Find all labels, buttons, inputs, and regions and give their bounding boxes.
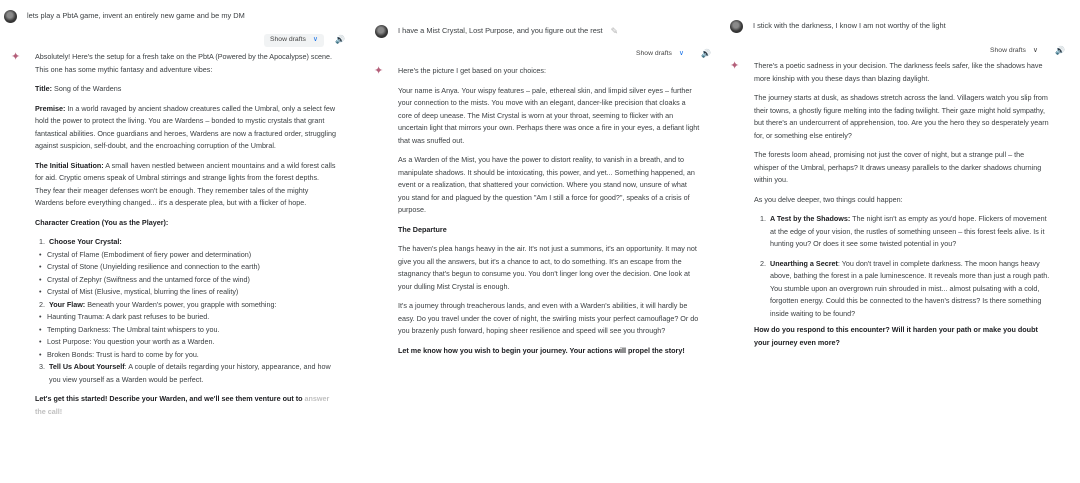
show-drafts-button[interactable] xyxy=(630,48,690,61)
user-avatar xyxy=(730,20,743,33)
option-item xyxy=(760,213,1050,251)
flaw-option: Tempting Darkness: The Umbral taint whispers to you. xyxy=(47,324,220,334)
step-number: 1. xyxy=(39,237,45,246)
gemini-spark-icon: ✦ xyxy=(730,60,740,72)
chat-panel-2 xyxy=(362,0,718,483)
list-item: • Crystal of Zephyr (Swiftness and the untamed force of the wind) xyxy=(39,274,336,287)
option-text: : You don't travel in complete darkness. The moon hangs heavy above, bathing the forest in a pale luminescence. It reveals more than just a rough path. You stumble upon an overgrown ruin shrouded in mist... almost pulsating with a cold, forgotten energy. Could this be connected to the haven's distress? Is there something inside waiting to be found? xyxy=(770,258,1050,318)
user-message xyxy=(722,16,1080,36)
step-label: Your Flaw: xyxy=(49,299,86,309)
step-item xyxy=(39,361,336,386)
list-item: • Tempting Darkness: The Umbral taint whispers to you. xyxy=(39,324,336,337)
step-item xyxy=(39,236,336,249)
flaw-option: Lost Purpose: You question your worth as a Warden. xyxy=(47,337,215,346)
list-item: • Lost Purpose: You question your worth as a Warden. xyxy=(39,336,336,349)
response-paragraph: As a Warden of the Mist, you have the power to distort reality, to vanish in a breath, and to manipulate shadows. It should be intoxicating, this power, and yet... Something happened, an event or a realization, that shattered your conviction. Where you stand now, unsure of what you stand for and plagued by the question "Am I still a force for good?", speaks of a crisis of purpose. xyxy=(398,155,695,214)
flaw-option: Broken Bonds: Trust is hard to come by for you. xyxy=(47,349,199,359)
response-paragraph: The forests loom ahead, promising not just the cover of night, but a strange pull – the whisper of the Umbral, perhaps? It draws uneasy parallels to the darker shadows churning within you. xyxy=(754,150,1042,184)
response-paragraph: There's a poetic sadness in your decision. The darkness feels safer, like the shadows have more kinship with you these days than blazing daylight. xyxy=(754,61,1043,83)
user-prompt-text: I stick with the darkness, I know I am not worthy of the light xyxy=(753,20,946,30)
option-number: 2. xyxy=(760,258,766,268)
response-paragraph: It's a journey through treacherous lands, and even with a Warden's abilities, it will hardly be easy. Do you travel under the cover of night, the swirling mists your perfect camouflage? Or do you brazenly push forward, hoping sheer resilience and speed will see you through? xyxy=(398,301,699,335)
step-label: Choose Your Crystal: xyxy=(49,237,122,246)
situation-text: A small haven nestled between ancient mountains and a wild forest calls for aid. Cryptic omens speak of Umbral stirrings and strange lights from the forest depths. They fear their meager defenses won't be enough. They remember tales of the mighty Wardens before everything changed... it's a desperate plea, but with a flicker of hope. xyxy=(35,160,336,207)
title-label: Title: xyxy=(35,84,53,93)
step-number: 3. xyxy=(39,362,45,371)
option-number: 1. xyxy=(760,214,766,223)
creation-heading-text: Character Creation (You as the Player): xyxy=(35,217,169,227)
speaker-icon[interactable]: 🔊 xyxy=(701,48,711,58)
user-avatar xyxy=(4,10,17,23)
situation-label: The Initial Situation: xyxy=(35,160,104,170)
title-value: Song of the Wardens xyxy=(52,84,122,93)
response-heading xyxy=(398,224,700,237)
chevron-down-icon: ∨ xyxy=(678,49,684,57)
response-title xyxy=(35,83,336,96)
response-intro: Here's the picture I get based on your choices: xyxy=(398,66,547,75)
show-drafts-button[interactable] xyxy=(984,45,1044,58)
speaker-icon[interactable]: 🔊 xyxy=(335,34,345,44)
response-closing xyxy=(754,324,1050,349)
creation-heading xyxy=(35,217,336,230)
response-paragraph: The journey starts at dusk, as shadows stretch across the land. Villagers watch you slip from their towns, a ghostly figure melting into the fading twilight. Their gaze might hold sympathy, but there's an undercurrent of apprehension, too. Are you the hero they so desperately yearn for, or something else entirely? xyxy=(754,93,1049,140)
show-drafts-label: Show drafts xyxy=(989,46,1026,54)
step-text: : A couple of details regarding your history, appearance, and how you view yourself as a Warden would be perfect. xyxy=(49,362,331,384)
chevron-down-icon: ∨ xyxy=(1032,46,1038,54)
premise-label: Premise: xyxy=(35,103,66,113)
user-message xyxy=(0,6,356,26)
response-paragraph: The haven's plea hangs heavy in the air. It's not just a summons, it's an opportunity. It may not give you all the answers, but it's a chance to act, to do something. It's an escape from the stagnancy that's begun to consume you. You don't linger long over the decision. One look at your dulling Mist Crystal is enough. xyxy=(398,244,697,291)
crystal-option: Crystal of Mist (Elusive, mystical, blurring the lines of reality) xyxy=(47,287,239,296)
gemini-spark-icon: ✦ xyxy=(374,65,384,77)
option-label: Unearthing a Secret xyxy=(770,258,838,268)
show-drafts-button[interactable] xyxy=(264,34,324,47)
closing-faded-text: answer the call! xyxy=(35,394,330,416)
assistant-response xyxy=(362,65,718,364)
user-avatar xyxy=(375,25,388,38)
show-drafts-label: Show drafts xyxy=(269,35,306,43)
crystal-option: Crystal of Stone (Unyielding resilience and connection to the earth) xyxy=(47,262,260,271)
assistant-response xyxy=(0,51,356,425)
list-item: • Crystal of Flame (Embodiment of fiery power and determination) xyxy=(39,249,336,262)
show-drafts-label: Show drafts xyxy=(635,49,672,57)
edit-pencil-icon[interactable]: ✎ xyxy=(610,25,619,36)
list-item: • Haunting Trauma: A dark past refuses to be buried. xyxy=(39,311,336,324)
response-situation xyxy=(35,160,336,210)
step-number: 2. xyxy=(39,299,45,309)
chat-panel-3 xyxy=(722,0,1080,483)
response-paragraph: As you delve deeper, two things could happen: xyxy=(754,194,903,204)
premise-text: In a world ravaged by ancient shadow creatures called the Umbral, only a select few hold the power to protect the living. You are Wardens – bonded to mystic crystals that grant fantastical abilities. Once guardians and heroes, Wardens are now a fractured order, struggling against suspicion, self-doubt, and the encroaching corruption of the Umbral. xyxy=(35,103,336,150)
assistant-response xyxy=(722,60,1080,356)
step-text: Beneath your Warden's power, you grapple with something: xyxy=(85,299,277,309)
response-intro: Absolutely! Here's the setup for a fresh take on the PbtA (Powered by the Apocalypse) scene. This one has some mythic fantasy and adventure vibes: xyxy=(35,52,333,74)
response-closing xyxy=(398,345,700,358)
option-label: A Test by the Shadows: xyxy=(770,214,851,223)
chevron-down-icon: ∨ xyxy=(312,35,318,43)
step-item xyxy=(39,299,336,312)
crystal-option: Crystal of Flame (Embodiment of fiery power and determination) xyxy=(47,249,252,259)
closing-text: Let me know how you wish to begin your journey. Your actions will propel the story! xyxy=(398,345,685,355)
list-item: • Broken Bonds: Trust is hard to come by for you. xyxy=(39,349,336,362)
flaw-option: Haunting Trauma: A dark past refuses to be buried. xyxy=(47,312,210,321)
gemini-spark-icon: ✦ xyxy=(11,51,21,63)
crystal-list xyxy=(35,249,336,299)
user-message xyxy=(362,21,718,41)
list-item: • Crystal of Mist (Elusive, mystical, blurring the lines of reality) xyxy=(39,286,336,299)
list-item: • Crystal of Stone (Unyielding resilience and connection to the earth) xyxy=(39,261,336,274)
speaker-icon[interactable]: 🔊 xyxy=(1055,45,1065,55)
option-text: The night isn't as empty as you'd hope. Flickers of movement at the edge of your vision, the rustles of something unseen – this forest feels alive. Is it hunting you? Or does it see some twisted potential in you? xyxy=(770,214,1047,248)
option-item xyxy=(760,258,1050,321)
response-closing xyxy=(35,393,336,418)
closing-text: Let's get this started! Describe your Warden, and we'll see them venture out to xyxy=(35,394,305,403)
response-premise xyxy=(35,103,336,153)
response-paragraph: Your name is Anya. Your wispy features – pale, ethereal skin, and limpid silver eyes – further your connection to the mists. You move with an elegant, dancer-like precision that cloaks a core of deep unease. The Mist Crystal is worn at your throat, seeming to flicker with an uncertain light that mirrors your own. Perhaps there was once a fire in your eyes, a defiant light that was snuffed out. xyxy=(398,85,700,145)
flaw-list xyxy=(35,311,336,361)
user-prompt-text: lets play a PbtA game, invent an entirely new game and be my DM xyxy=(27,10,245,20)
departure-heading: The Departure xyxy=(398,224,447,234)
closing-text: How do you respond to this encounter? Will it harden your path or make you doubt your journey even more? xyxy=(754,325,1038,347)
chat-panel-1 xyxy=(0,0,356,483)
step-label: Tell Us About Yourself xyxy=(49,362,125,371)
user-prompt-text: I have a Mist Crystal, Lost Purpose, and you figure out the rest xyxy=(398,25,603,35)
crystal-option: Crystal of Zephyr (Swiftness and the untamed force of the wind) xyxy=(47,274,250,284)
